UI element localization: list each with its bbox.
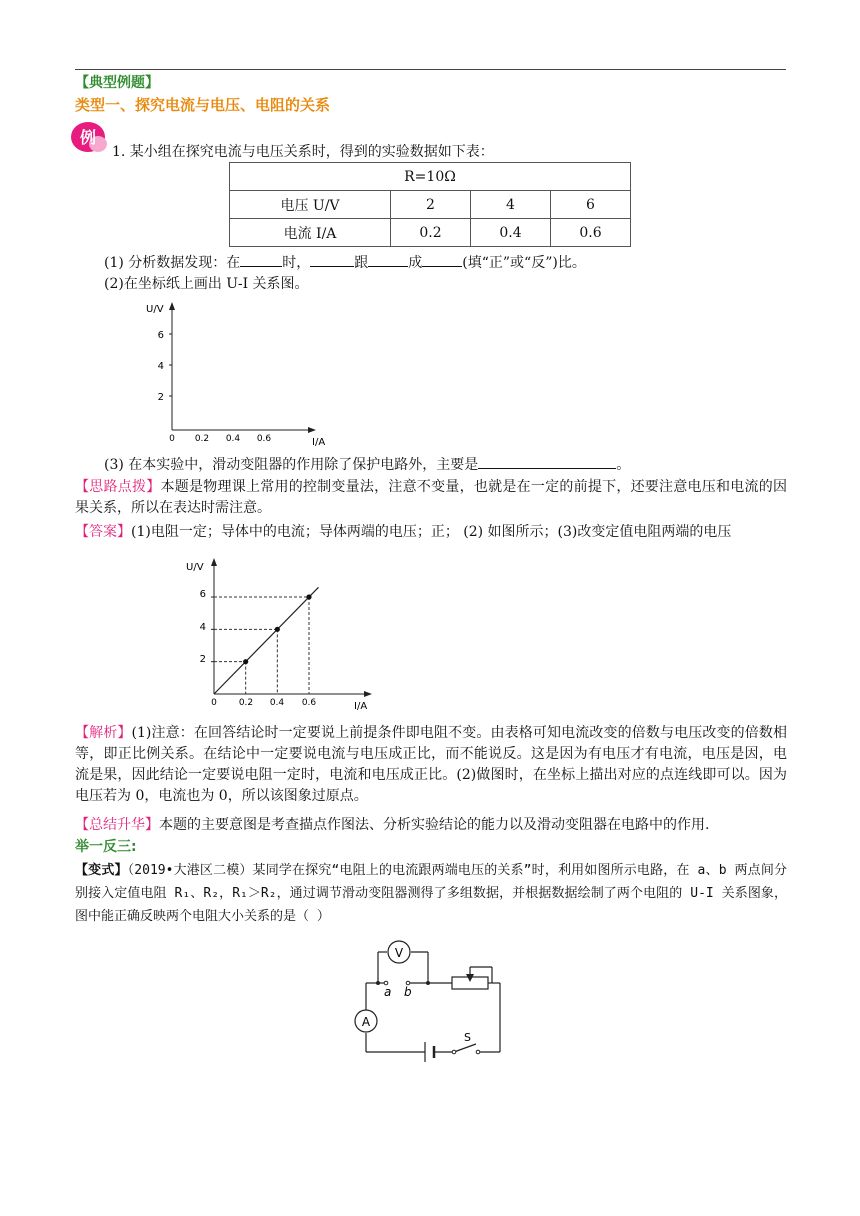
answer-graph-x-tick: 0.2 (238, 698, 254, 708)
answer-blank[interactable] (240, 252, 282, 267)
data-point (306, 594, 311, 599)
part1-line (104, 252, 586, 274)
blank-graph-x-tick: 0.4 (225, 434, 241, 444)
section-header: 【典型例题】 (75, 75, 159, 91)
series-line (214, 587, 319, 694)
svg-text:例: 例 (79, 128, 97, 147)
summary-paragraph (75, 815, 787, 836)
hint-text: 本题是物理课上常用的控制变量法，注意不变量，也就是在一定的前提下，还要注意电压和电流的因果关系，所以在表达时需注意。 (75, 479, 788, 516)
practice-title: 举一反三: (75, 839, 137, 855)
blank-graph-x-tick: 0 (169, 434, 175, 444)
point-b-label: b (404, 985, 412, 999)
answer-graph-y-arrow (211, 558, 217, 566)
answer-graph-y-tick: 4 (199, 622, 206, 633)
blank-graph-y-tick: 2 (157, 392, 164, 403)
point-a-label: a (384, 985, 392, 999)
table-cell: 4 (471, 191, 551, 219)
table-row-label: 电压 U/V (230, 191, 391, 219)
blank-graph (140, 298, 350, 448)
data-point (275, 627, 280, 632)
circuit-diagram (340, 935, 510, 1065)
part1-seg1: 时， (282, 255, 311, 271)
example-badge-icon (68, 118, 112, 156)
answer-graph-y-label: U/V (186, 562, 204, 573)
part3-text: (3) 在本实验中，滑动变阻器的作用除了保护电路外，主要是 (104, 457, 479, 473)
voltmeter-label: V (394, 946, 404, 960)
answer-graph-x-arrow (364, 691, 372, 697)
analysis-tag: 【解析】 (75, 725, 132, 741)
hint-paragraph (75, 477, 787, 519)
practice-tag: 【变式】 (75, 863, 128, 878)
answer-blank[interactable] (478, 454, 616, 469)
blank-graph-x-tick: 0.2 (194, 434, 210, 444)
summary-text: 本题的主要意图是考查描点作图法、分析实验结论的能力以及滑动变阻器在电路中的作用. (159, 817, 710, 833)
part1-seg2: 跟 (354, 255, 369, 271)
answer-graph-x-label: I/A (354, 701, 368, 712)
table-cell: 0.6 (551, 219, 631, 247)
practice-paragraph (75, 859, 787, 928)
switch-icon (452, 1050, 456, 1054)
answer-graph-x-tick: 0.6 (301, 698, 317, 708)
part3-end: 。 (616, 457, 631, 473)
blank-graph-y-tick: 6 (157, 330, 164, 341)
summary-tag: 【总结升华】 (75, 817, 159, 833)
switch-label: S (464, 1031, 471, 1044)
table-row-label: 电流 I/A (230, 219, 391, 247)
analysis-paragraph (75, 723, 787, 807)
table-row (230, 219, 631, 247)
part2-text: (2)在坐标纸上画出 U-I 关系图。 (104, 276, 309, 292)
practice-text: （2019•大港区二模）某同学在探究“电阻上的电流跟两端电压的关系”时，利用如图所示电路，在 a、b 两点间分别接入定值电阻 R₁、R₂，R₁＞R₂，通过调节滑动变阻器测得了多组数据，并根据数据绘制了两个电阻的 U-I 关系图象，图中能正确反映两个电阻大小关系的是（ ） (75, 863, 787, 924)
hint-tag: 【思路点拨】 (75, 479, 161, 495)
answer-blank[interactable] (310, 252, 354, 267)
blank-graph-y-arrow (169, 302, 175, 310)
table-cell: 0.4 (471, 219, 551, 247)
header-rule (75, 69, 786, 70)
answer-tag: 【答案】 (75, 524, 131, 540)
answer-blank[interactable] (422, 252, 462, 267)
answer-paragraph (75, 522, 787, 543)
answer-graph-x-tick: 0 (211, 698, 217, 708)
part3-line (104, 454, 630, 476)
analysis-text: (1)注意：在回答结论时一定要说上前提条件即电阻不变。由表格可知电流改变的倍数与电压改变的倍数相等，即正比例关系。在结论中一定要说电流与电压成正比，而不能说反。这是因为有电压才有电流，电压是因，电流是果，因此结论一定要说电阻一定时，电流和电压成正比。(2)做图时，在坐标上描出对应的点连线即可以。因为电压若为 0，电流也为 0，所以该图象过原点。 (75, 725, 787, 804)
table-row (230, 191, 631, 219)
type-title: 类型一、探究电流与电压、电阻的关系 (75, 96, 331, 114)
blank-graph-x-label: I/A (312, 437, 326, 448)
part1-seg3: 成 (408, 255, 423, 271)
answer-text: (1)电阻一定；导体中的电流；导体两端的电压；正； (2) 如图所示；(3)改变定值电阻两端的电压 (131, 524, 732, 540)
part1-prefix: (1) 分析数据发现：在 (104, 255, 241, 271)
blank-graph-y-label: U/V (146, 304, 164, 315)
table-title: R=10Ω (230, 163, 631, 191)
example-badge (68, 118, 112, 156)
table-cell: 6 (551, 191, 631, 219)
blank-graph-y-tick: 4 (157, 361, 164, 372)
blank-graph-x-arrow (308, 427, 316, 433)
data-point (243, 659, 248, 664)
answer-blank[interactable] (368, 252, 408, 267)
answer-graph-y-tick: 2 (199, 654, 206, 665)
part1-seg4: (填“正”或“反”)比。 (462, 255, 586, 271)
question-stem: 1. 某小组在探究电流与电压关系时，得到的实验数据如下表： (112, 144, 494, 160)
ammeter-label: A (361, 1015, 371, 1029)
blank-graph-x-tick: 0.6 (256, 434, 272, 444)
answer-graph (178, 556, 388, 716)
answer-graph-y-tick: 6 (199, 589, 206, 600)
data-table (229, 162, 631, 247)
answer-graph-x-tick: 0.4 (269, 698, 285, 708)
table-cell: 2 (391, 191, 471, 219)
table-cell: 0.2 (391, 219, 471, 247)
